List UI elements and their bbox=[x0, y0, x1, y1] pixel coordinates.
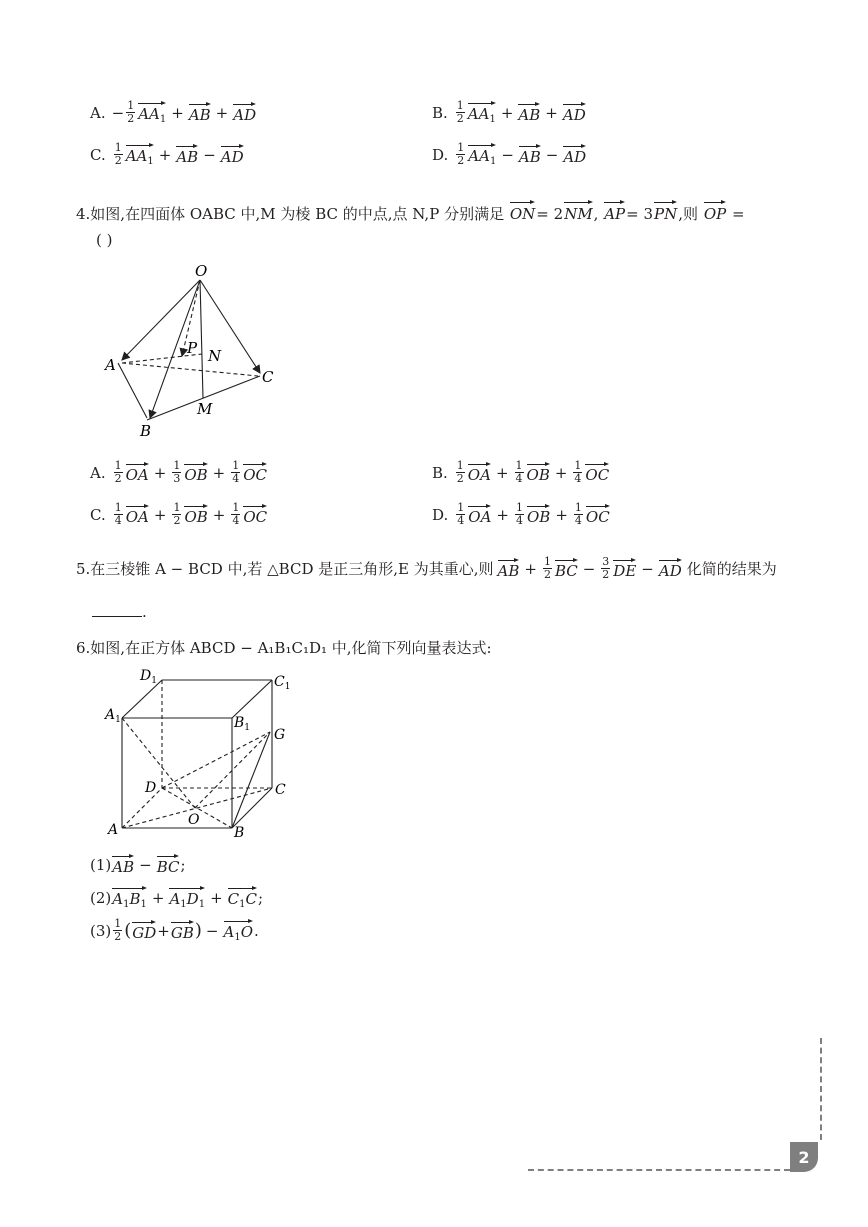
page-corner-horizontal-dash bbox=[528, 1169, 790, 1171]
vector-aa1: $AA_1$ bbox=[138, 101, 166, 125]
option-label: A. bbox=[90, 103, 106, 122]
q5-stem: 5.在三棱锥 A − BCD 中,若 △BCD 是正三角形,E 为其重心,则 AB + $\frac{1}{2}$ BC − $\frac{3}{2}$ DE − AD 化简的结果为 bbox=[76, 555, 777, 581]
q4-tail: = bbox=[732, 205, 745, 223]
label-d: D bbox=[145, 780, 157, 796]
q3-option-d: D. $\frac{1}{2}$ $AA_1$ − AB − AD bbox=[432, 141, 587, 167]
page-number: 2 bbox=[790, 1142, 818, 1172]
q4-stem-text: 4.如图,在四面体 OABC 中,M 为棱 BC 的中点,点 N,P 分别满足 bbox=[76, 205, 505, 223]
edge-ab bbox=[118, 363, 147, 418]
q4-option-c: C. $\frac{1}{4}$ OA + $\frac{1}{2}$ OB + $\frac{1}{4}$ OC bbox=[90, 501, 268, 527]
q4-option-d: D. $\frac{1}{4}$ OA + $\frac{1}{4}$ OB + $\frac{1}{4}$ OC bbox=[432, 501, 610, 527]
q5-stem-text: 5.在三棱锥 A − BCD 中,若 △BCD 是正三角形,E 为其重心,则 bbox=[76, 560, 494, 578]
q6-item-2: (2) $A_1B_1$ + $A_1D_1$ + $C_1C$ ; bbox=[90, 886, 263, 910]
vector-nm: NM bbox=[564, 200, 592, 224]
fraction: $\frac{1}{2}$ bbox=[127, 99, 135, 125]
label-b: B bbox=[140, 422, 152, 440]
fraction: $\frac{1}{2}$ bbox=[456, 99, 464, 125]
q5-answer-blank: . bbox=[92, 602, 147, 622]
option-label: D. bbox=[432, 505, 449, 524]
label-o: O bbox=[195, 262, 208, 280]
q6-item-3: (3) $\frac{1}{2}$ ( GD + GB ) − $A_1O$ . bbox=[90, 917, 259, 943]
label-a: A bbox=[108, 822, 119, 838]
vector-ad: AD bbox=[233, 102, 256, 124]
q3-option-a: A. − $\frac{1}{2}$ $AA_1$ + AB + AD bbox=[90, 99, 257, 125]
q6-item-1: (1) AB − BC ; bbox=[90, 856, 186, 876]
q3-option-b: B. $\frac{1}{2}$ $AA_1$ + AB + AD bbox=[432, 99, 586, 125]
vector-aa1: $AA_1$ bbox=[126, 143, 154, 167]
label-a1: $A_1$ bbox=[105, 707, 121, 725]
fraction: $\frac{1}{2}$ bbox=[457, 141, 465, 167]
vector-ad: AD bbox=[563, 144, 586, 166]
option-label: C. bbox=[90, 145, 106, 164]
option-label: C. bbox=[90, 505, 106, 524]
label-p: P bbox=[187, 339, 198, 357]
q6-stem: 6.如图,在正方体 ABCD − A₁B₁C₁D₁ 中,化简下列向量表达式: bbox=[76, 639, 492, 657]
label-n: N bbox=[208, 347, 222, 365]
fraction: $\frac{1}{2}$ bbox=[114, 141, 122, 167]
label-o: O bbox=[188, 812, 200, 828]
label-a: A bbox=[105, 356, 116, 374]
label-c: C bbox=[262, 368, 274, 386]
vector-ab: AB bbox=[189, 102, 211, 124]
vector-ad: AD bbox=[563, 102, 586, 124]
vector-on: ON bbox=[510, 200, 535, 224]
q3-option-c: C. $\frac{1}{2}$ $AA_1$ + AB − AD bbox=[90, 141, 244, 167]
label-m: M bbox=[197, 400, 213, 418]
vector-ab: AB bbox=[519, 144, 541, 166]
vector-pn: PN bbox=[654, 200, 677, 224]
vector-ab: AB bbox=[176, 144, 198, 166]
q4-option-a: A. $\frac{1}{2}$ OA + $\frac{1}{3}$ OB + $\frac{1}{4}$ OC bbox=[90, 459, 268, 485]
label-b1: $B_1$ bbox=[234, 715, 251, 733]
option-label: B. bbox=[432, 463, 448, 482]
label-d1: $D_1$ bbox=[140, 668, 157, 686]
label-g: G bbox=[274, 727, 286, 743]
q4-stem: 4.如图,在四面体 OABC 中,M 为棱 BC 的中点,点 N,P 分别满足 ON= 2NM, AP= 3PN,则 OP = bbox=[76, 200, 745, 224]
tetrahedron-figure bbox=[100, 258, 290, 443]
edge-ac bbox=[122, 363, 258, 376]
cube-figure bbox=[100, 664, 300, 844]
minus-sign: − bbox=[111, 103, 125, 122]
q5-stem-tail: 化简的结果为 bbox=[686, 560, 777, 578]
vector-ad: AD bbox=[221, 144, 244, 166]
vector-op: OP bbox=[704, 200, 726, 224]
page-corner-vertical-dash bbox=[820, 1038, 822, 1140]
vector-ap: AP bbox=[604, 200, 625, 224]
q4-answer-blank: ( ) bbox=[96, 231, 113, 249]
q4-cond1: = 2 bbox=[536, 205, 564, 223]
label-c: C bbox=[275, 782, 286, 798]
vector-aa1: $AA_1$ bbox=[468, 143, 496, 167]
label-b: B bbox=[234, 825, 245, 841]
q4-option-b: B. $\frac{1}{2}$ OA + $\frac{1}{4}$ OB + $\frac{1}{4}$ OC bbox=[432, 459, 610, 485]
vector-aa1: $AA_1$ bbox=[468, 101, 496, 125]
label-c1: $C_1$ bbox=[274, 674, 291, 692]
option-label: A. bbox=[90, 463, 106, 482]
edge-om bbox=[200, 280, 203, 398]
q4-cond2: = 3 bbox=[626, 205, 654, 223]
q4-then: ,则 bbox=[678, 205, 699, 223]
option-label: B. bbox=[432, 103, 448, 122]
option-label: D. bbox=[432, 145, 449, 164]
vector-ab: AB bbox=[518, 102, 540, 124]
